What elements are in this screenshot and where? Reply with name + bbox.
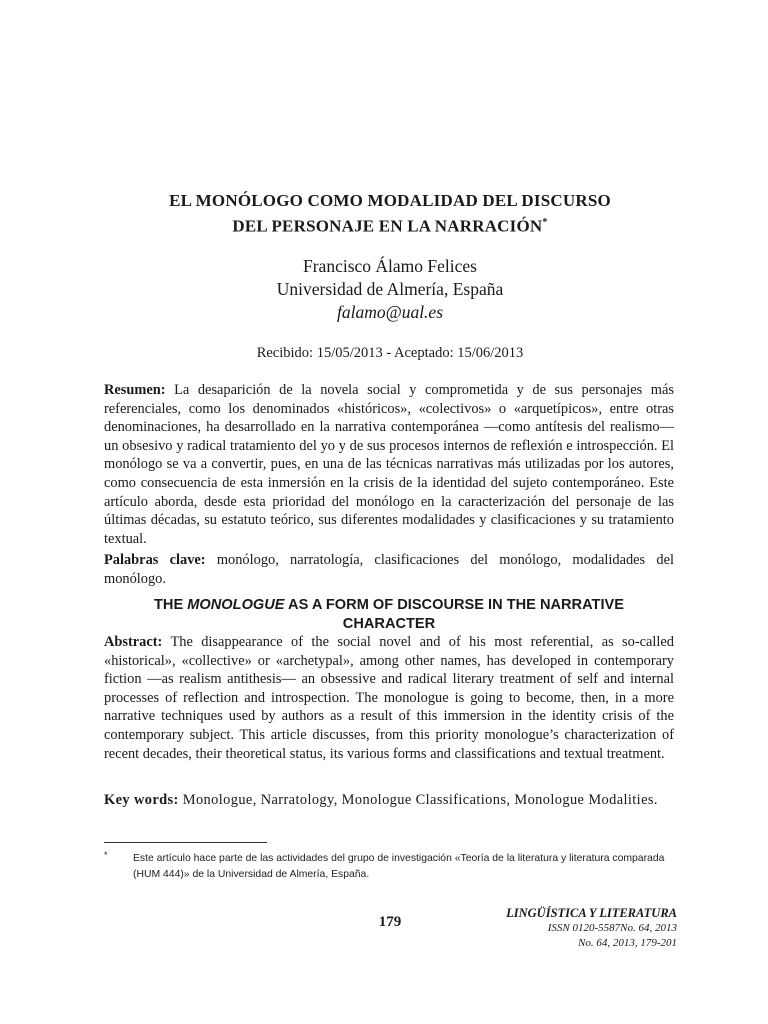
english-title-line-1 (104, 596, 674, 615)
title-line-2 (100, 212, 680, 238)
palabras-clave-paragraph (104, 551, 674, 588)
keywords-label: Key words: (104, 792, 179, 808)
received-accepted-dates: Recibido: 15/05/2013 - Aceptado: 15/06/2013 (256, 345, 524, 361)
english-title-italic: MONOLOGUE (187, 597, 285, 613)
english-title (104, 596, 674, 634)
journal-name: LINGÜÍSTICA Y LITERATURA (506, 906, 677, 920)
footnote-separator (104, 842, 267, 843)
keywords-paragraph (104, 791, 674, 810)
author-name: Francisco Álamo Felices (303, 256, 477, 276)
english-title-pre: THE (154, 597, 188, 613)
english-title-line-2: CHARACTER (342, 616, 436, 632)
english-title-post: AS A FORM OF DISCOURSE IN THE NARRATIVE (284, 597, 624, 613)
title-line-2-text: DEL PERSONAJE EN LA NARRACIÓN (232, 216, 543, 236)
palabras-clave-label: Palabras clave: (104, 552, 206, 568)
author-block (100, 255, 680, 324)
article-title (100, 190, 680, 238)
title-line-1: EL MONÓLOGO COMO MODALIDAD DEL DISCURSO (169, 191, 611, 210)
journal-issue: No. 64, 2013, 179-201 (578, 937, 677, 949)
journal-issn: ISSN 0120-5587No. 64, 2013 (547, 922, 677, 934)
abstract-text: The disappearance of the social novel and of his most referential, as so-called «historical», «collective» or «archetypal», among other names, has developed in contemporary fiction —as realism antithesis— an obsessive and radical literary treatment of self and internal processes of reflection and introspection. The monologue is going to become, then, in a more narrative techniques used by authors as a result of this immersion in the identity crisis of the contemporary subject. This article discusses, from this priority monologue’s characterization of recent decades, their theoretical status, its various forms and classifications and textual treatment. (104, 634, 674, 762)
title-footnote-mark: * (542, 217, 548, 228)
author-affiliation: Universidad de Almería, España (276, 279, 504, 299)
abstract-label: Abstract: (104, 634, 163, 650)
resumen-paragraph (104, 381, 674, 548)
resumen-text: La desaparición de la novela social y comprometida y de sus personajes más referenciales, como los denominados «históricos», «colectivos» o «arquetípicos», entre otras denominaciones, ha desarrollado en la narrativa contemporánea —como antítesis del realismo— un obsesivo y radical tratamiento del yo y de sus procesos internos de reflexión e introspección. El monólogo se va a convertir, pues, en una de las técnicas narrativas más utilizadas por los autores, como consecuencia de esta inmersión en la crisis de la identidad del sujeto contemporáneo. Este artículo aborda, desde esta prioridad del monólogo en la caracterización del personaje de las últimas décadas, su estatuto teórico, sus diferentes modalidades y clasificaciones y su tratamiento textual. (104, 382, 674, 547)
footnote-mark: * (104, 850, 108, 860)
journal-info (440, 906, 677, 951)
author-email: falamo@ual.es (336, 302, 444, 322)
page-number: 179 (378, 914, 402, 930)
abstract-paragraph (104, 633, 674, 763)
resumen-label: Resumen: (104, 382, 166, 398)
keywords-text: Monologue, Narratology, Monologue Classifications, Monologue Modalities. (182, 792, 658, 808)
palabras-clave-text: monólogo, narratología, clasificaciones del monólogo, modalidades del monólogo. (104, 552, 674, 587)
footnote-text: Este artículo hace parte de las actividades del grupo de investigación «Teoría de la literatura y literatura comparada (HUM 444)» de la Universidad de Almería, España. (133, 853, 665, 880)
